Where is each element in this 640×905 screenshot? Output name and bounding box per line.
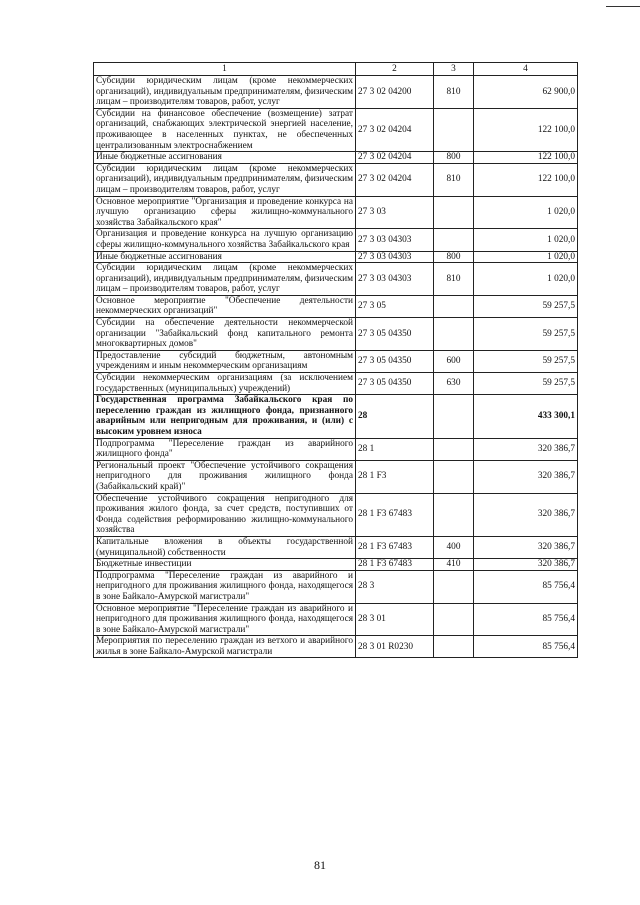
row-amount-cell: 320 386,7 bbox=[474, 460, 578, 493]
row-name-cell: Капитальные вложения в объекты государственной (муниципальной) собственности bbox=[94, 536, 356, 558]
row-amount-cell: 320 386,7 bbox=[474, 493, 578, 536]
row-amount-cell: 1 020,0 bbox=[474, 251, 578, 263]
page-number: 81 bbox=[314, 858, 326, 872]
table-row bbox=[94, 570, 578, 603]
table-row bbox=[94, 152, 578, 164]
row-name-cell: Иные бюджетные ассигнования bbox=[94, 152, 356, 164]
row-amount-cell: 320 386,7 bbox=[474, 438, 578, 460]
row-name-cell: Субсидии юридическим лицам (кроме некоммерческих организаций), индивидуальным предпринимателям, физическим лицам – производителям товаров, работ, услуг bbox=[94, 163, 356, 196]
row-code-cell: 28 1 bbox=[356, 438, 434, 460]
row-code-cell: 27 3 05 bbox=[356, 295, 434, 317]
budget-table-body bbox=[94, 63, 578, 658]
table-row bbox=[94, 559, 578, 571]
row-code-cell: 27 3 02 04204 bbox=[356, 152, 434, 164]
row-amount-cell: 62 900,0 bbox=[474, 76, 578, 109]
row-expense-type-cell bbox=[434, 460, 474, 493]
row-expense-type-cell: 810 bbox=[434, 163, 474, 196]
row-expense-type-cell: 410 bbox=[434, 559, 474, 571]
row-expense-type-cell: 800 bbox=[434, 251, 474, 263]
row-code-cell: 27 3 03 bbox=[356, 196, 434, 229]
row-amount-cell: 1 020,0 bbox=[474, 263, 578, 296]
table-row bbox=[94, 438, 578, 460]
row-name-cell: Государственная программа Забайкальского края по переселению граждан из жилищного фонда, признанного аварийным или непригодным для проживания, и (или) с высоким уровнем износа bbox=[94, 395, 356, 438]
row-name-cell: Субсидии юридическим лицам (кроме некоммерческих организаций), индивидуальным предпринимателям, физическим лицам – производителям товаров, работ, услуг bbox=[94, 76, 356, 109]
row-amount-cell: 122 100,0 bbox=[474, 163, 578, 196]
row-amount-cell: 122 100,0 bbox=[474, 108, 578, 151]
row-amount-cell: 59 257,5 bbox=[474, 318, 578, 351]
table-row bbox=[94, 263, 578, 296]
row-name-cell: Субсидии юридическим лицам (кроме некоммерческих организаций), индивидуальным предпринимателям, физическим лицам – производителям товаров, работ, услуг bbox=[94, 263, 356, 296]
row-code-cell: 27 3 02 04204 bbox=[356, 163, 434, 196]
row-expense-type-cell bbox=[434, 603, 474, 636]
row-code-cell: 28 1 F3 bbox=[356, 460, 434, 493]
row-name-cell: Основное мероприятие "Организация и проведение конкурса на лучшую организацию сферы жилищно-коммунального хозяйства Забайкальского края" bbox=[94, 196, 356, 229]
table-row bbox=[94, 350, 578, 372]
row-amount-cell: 1 020,0 bbox=[474, 196, 578, 229]
row-name-cell: Бюджетные инвестиции bbox=[94, 559, 356, 571]
row-code-cell: 27 3 05 04350 bbox=[356, 318, 434, 351]
row-code-cell: 27 3 03 04303 bbox=[356, 251, 434, 263]
row-name-cell: Подпрограмма "Переселение граждан из аварийного и непригодного для проживания жилищного фонда, находящегося в зоне Байкало-Амурской магистрали" bbox=[94, 570, 356, 603]
table-row bbox=[94, 163, 578, 196]
row-code-cell: 27 3 03 04303 bbox=[356, 229, 434, 251]
row-name-cell: Основное мероприятие "Переселение граждан из аварийного и непригодного для проживания жилищного фонда, находящегося в зоне Байкало-Амурской магистрали" bbox=[94, 603, 356, 636]
table-row bbox=[94, 636, 578, 658]
row-code-cell: 28 3 01 R0230 bbox=[356, 636, 434, 658]
row-amount-cell: 122 100,0 bbox=[474, 152, 578, 164]
header-cell-4: 4 bbox=[474, 63, 578, 76]
row-name-cell: Региональный проект "Обеспечение устойчивого сокращения непригодного для проживания жилищного фонда (Забайкальский край)" bbox=[94, 460, 356, 493]
row-amount-cell: 85 756,4 bbox=[474, 636, 578, 658]
row-code-cell: 27 3 05 04350 bbox=[356, 350, 434, 372]
table-row bbox=[94, 108, 578, 151]
row-expense-type-cell bbox=[434, 108, 474, 151]
row-expense-type-cell bbox=[434, 636, 474, 658]
header-cell-2: 2 bbox=[356, 63, 434, 76]
row-expense-type-cell: 810 bbox=[434, 76, 474, 109]
row-name-cell: Мероприятия по переселению граждан из ветхого и аварийного жилья в зоне Байкало-Амурской магистрали bbox=[94, 636, 356, 658]
row-amount-cell: 320 386,7 bbox=[474, 559, 578, 571]
table-row bbox=[94, 603, 578, 636]
header-row bbox=[94, 63, 578, 76]
row-expense-type-cell bbox=[434, 438, 474, 460]
row-expense-type-cell bbox=[434, 229, 474, 251]
row-expense-type-cell bbox=[434, 318, 474, 351]
header-cell-1: 1 bbox=[94, 63, 356, 76]
table-row bbox=[94, 395, 578, 438]
table-row bbox=[94, 536, 578, 558]
row-code-cell: 27 3 03 04303 bbox=[356, 263, 434, 296]
row-code-cell: 27 3 02 04200 bbox=[356, 76, 434, 109]
row-amount-cell: 1 020,0 bbox=[474, 229, 578, 251]
row-name-cell: Субсидии на финансовое обеспечение (возмещение) затрат организаций, снабжающих электрической энергией население, проживающее в населенных пунктах, не обеспеченных централизованным электроснабжением bbox=[94, 108, 356, 151]
budget-table bbox=[93, 62, 578, 658]
row-expense-type-cell bbox=[434, 295, 474, 317]
table-row bbox=[94, 229, 578, 251]
table-row bbox=[94, 460, 578, 493]
row-expense-type-cell bbox=[434, 493, 474, 536]
row-expense-type-cell: 810 bbox=[434, 263, 474, 296]
row-expense-type-cell: 400 bbox=[434, 536, 474, 558]
row-amount-cell: 320 386,7 bbox=[474, 536, 578, 558]
row-name-cell: Основное мероприятие "Обеспечение деятельности некоммерческих организаций" bbox=[94, 295, 356, 317]
table-row bbox=[94, 493, 578, 536]
row-amount-cell: 59 257,5 bbox=[474, 373, 578, 395]
row-amount-cell: 85 756,4 bbox=[474, 570, 578, 603]
row-amount-cell: 59 257,5 bbox=[474, 295, 578, 317]
row-code-cell: 27 3 02 04204 bbox=[356, 108, 434, 151]
row-amount-cell: 85 756,4 bbox=[474, 603, 578, 636]
row-code-cell: 28 3 01 bbox=[356, 603, 434, 636]
table-row bbox=[94, 76, 578, 109]
row-name-cell: Подпрограмма "Переселение граждан из аварийного жилищного фонда" bbox=[94, 438, 356, 460]
row-name-cell: Организация и проведение конкурса на лучшую организацию сферы жилищно-коммунального хозяйства Забайкальского края bbox=[94, 229, 356, 251]
row-name-cell: Субсидии на обеспечение деятельности некоммерческой организации "Забайкальский фонд капитального ремонта многоквартирных домов" bbox=[94, 318, 356, 351]
row-name-cell: Иные бюджетные ассигнования bbox=[94, 251, 356, 263]
row-expense-type-cell bbox=[434, 395, 474, 438]
table-row bbox=[94, 373, 578, 395]
row-amount-cell: 433 300,1 bbox=[474, 395, 578, 438]
row-expense-type-cell: 800 bbox=[434, 152, 474, 164]
row-code-cell: 27 3 05 04350 bbox=[356, 373, 434, 395]
table-row bbox=[94, 318, 578, 351]
row-code-cell: 28 1 F3 67483 bbox=[356, 536, 434, 558]
row-expense-type-cell bbox=[434, 570, 474, 603]
row-expense-type-cell: 630 bbox=[434, 373, 474, 395]
row-code-cell: 28 1 F3 67483 bbox=[356, 559, 434, 571]
row-expense-type-cell bbox=[434, 196, 474, 229]
table-row bbox=[94, 196, 578, 229]
row-code-cell: 28 1 F3 67483 bbox=[356, 493, 434, 536]
table-row bbox=[94, 295, 578, 317]
row-expense-type-cell: 600 bbox=[434, 350, 474, 372]
row-amount-cell: 59 257,5 bbox=[474, 350, 578, 372]
row-name-cell: Обеспечение устойчивого сокращения непригодного для проживания жилого фонда, за счет средств, поступивших от Фонда содействия реформированию жилищно-коммунального хозяйства bbox=[94, 493, 356, 536]
table-row bbox=[94, 251, 578, 263]
row-name-cell: Субсидии некоммерческим организациям (за исключением государственных (муниципальных) учреждений) bbox=[94, 373, 356, 395]
row-code-cell: 28 bbox=[356, 395, 434, 438]
row-code-cell: 28 3 bbox=[356, 570, 434, 603]
corner-mark bbox=[606, 0, 640, 7]
header-cell-3: 3 bbox=[434, 63, 474, 76]
row-name-cell: Предоставление субсидий бюджетным, автономным учреждениям и иным некоммерческим организациям bbox=[94, 350, 356, 372]
